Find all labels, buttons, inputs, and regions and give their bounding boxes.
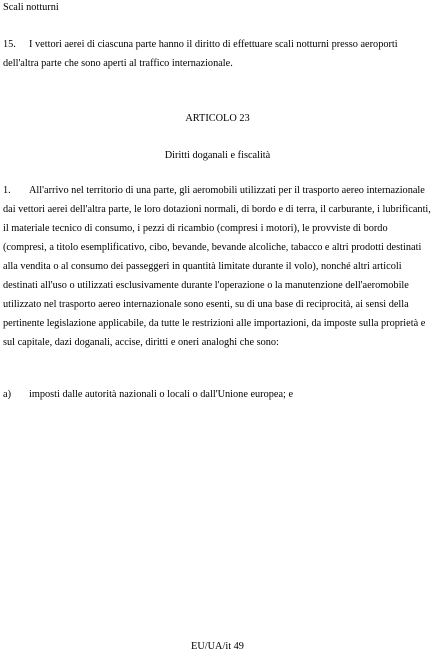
paragraph-1-text: All'arrivo nel territorio di una parte, gli aeromobili utilizzati per il trasporto aereo internazionale dai vettori aerei dell'altra parte, le loro dotazioni normali, di bordo e di terra, il carburante, i lubrificanti, il materiale tecnico di consumo, i pezzi di ricambio (compresi i motori), le provviste di bordo (compresi, a titolo esemplificativo, cibo, bevande, bevande alcoliche, tabacco e altri prodotti destinati alla vendita o al consumo dei passeggeri in quantità limitate durante il volo), nonché altri articoli destinati all'uso o utilizzati esclusivamente durante l'operazione o la manutenzione dell'aeromobile utilizzato nel trasporto aereo internazionale sono esenti, su di una base di reciprocità, ai sensi della pertinente legislazione applicabile, da tutte le restrizioni alle importazioni, da imposte sulla proprietà e sul capitale, dazi doganali, accise, diritti e oneri analoghi che sono: [3, 185, 431, 348]
list-item-a-label: a) [3, 389, 11, 400]
list-item-a-text: imposti dalle autorità nazionali o locali o dall'Unione europea; e [29, 389, 294, 400]
section-heading: Scali notturni [3, 2, 59, 13]
article-title: ARTICOLO 23 [185, 113, 250, 124]
article-subtitle: Diritti doganali e fiscalità [164, 150, 271, 161]
list-item-a [3, 385, 431, 404]
paragraph-1 [3, 181, 431, 352]
paragraph-15 [3, 35, 431, 73]
paragraph-15-number: 15. [3, 39, 16, 50]
page-footer-reference: EU/UA/it 49 [191, 641, 244, 652]
paragraph-15-text: I vettori aerei di ciascuna parte hanno il diritto di effettuare scali notturni presso aeroporti dell'altra parte che sono aperti al traffico internazionale. [3, 39, 398, 69]
paragraph-1-number: 1. [3, 185, 11, 196]
